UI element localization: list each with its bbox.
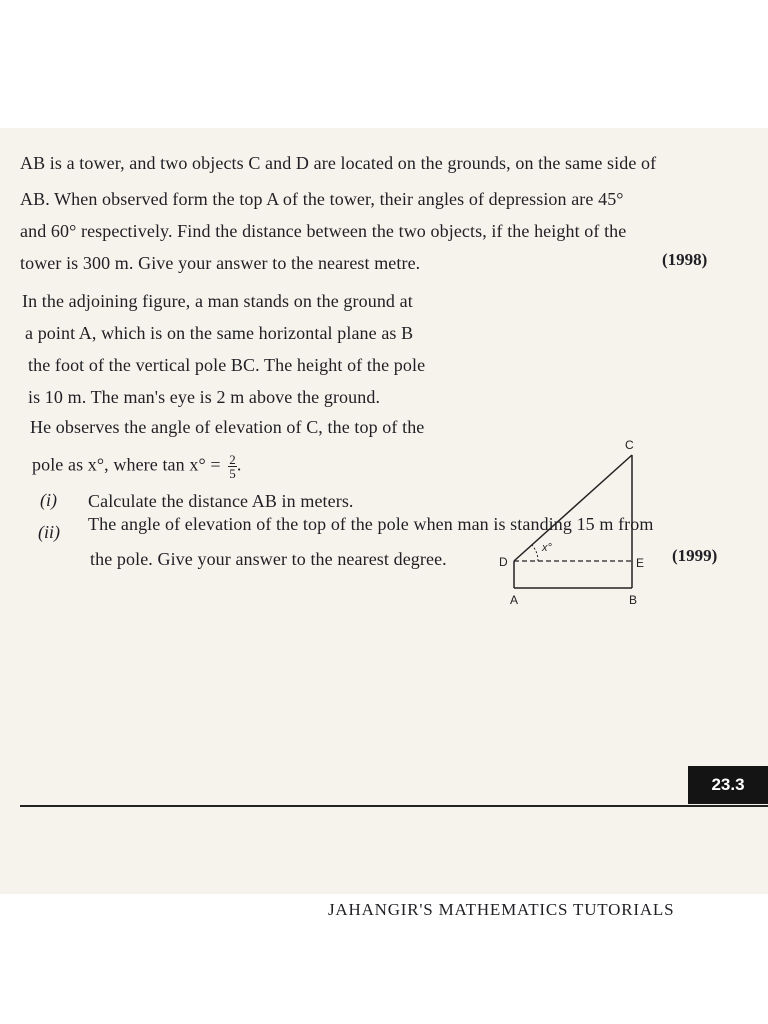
fraction-denominator: 5	[229, 466, 236, 481]
q2-line-6-text: pole as x°, where tan x° =	[32, 454, 221, 475]
book-title: JAHANGIR'S MATHEMATICS TUTORIALS	[328, 900, 675, 919]
q2-line-1: In the adjoining figure, a man stands on the ground at	[22, 291, 413, 311]
q2-line-3: the foot of the vertical pole BC. The height of the pole	[28, 355, 426, 375]
textbook-page	[0, 128, 768, 919]
q1-line-2: AB. When observed form the top A of the tower, their angles of depression are 45°	[20, 189, 624, 209]
label-d: D	[499, 555, 508, 569]
q2-line-5: He observes the angle of elevation of C, the top of the	[30, 417, 425, 437]
page-number: 23.3	[688, 766, 768, 804]
label-c: C	[625, 438, 634, 452]
label-b: B	[629, 593, 638, 607]
q1-line-3: and 60° respectively. Find the distance between the two objects, if the height of the	[20, 221, 627, 241]
q2-line-6: pole as x°, where tan x° = $\frac{2}{5}$ .	[32, 452, 242, 481]
q2-year: (1999)	[672, 546, 718, 565]
tan-fraction	[228, 453, 237, 480]
label-e: E	[636, 556, 645, 570]
pole-figure	[490, 433, 660, 613]
q2-line-2: a point A, which is on the same horizontal plane as B	[25, 323, 414, 343]
q1-line-1: AB is a tower, and two objects C and D are located on the grounds, on the same side of	[20, 153, 657, 173]
part-i-text: Calculate the distance AB in meters.	[88, 491, 354, 511]
footer-rule	[20, 805, 768, 807]
q2-line-4: is 10 m. The man's eye is 2 m above the ground.	[28, 387, 381, 407]
part-ii-label: (ii)	[38, 522, 60, 542]
sight-line-dc	[514, 455, 632, 561]
figure-diagram	[490, 433, 660, 613]
fraction-numerator: 2	[229, 452, 236, 467]
part-ii-text: The angle of elevation of the top of the pole when man is standing 15 m from	[88, 514, 654, 534]
part-ii-text-cont: the pole. Give your answer to the nearest degree.	[90, 549, 447, 569]
label-a: A	[510, 593, 519, 607]
part-i-label: (i)	[40, 490, 57, 510]
angle-arc	[532, 545, 538, 561]
angle-label: x°	[542, 542, 552, 554]
q1-line-4: tower is 300 m. Give your answer to the nearest metre.	[20, 253, 421, 273]
q1-year: (1998)	[662, 250, 708, 269]
